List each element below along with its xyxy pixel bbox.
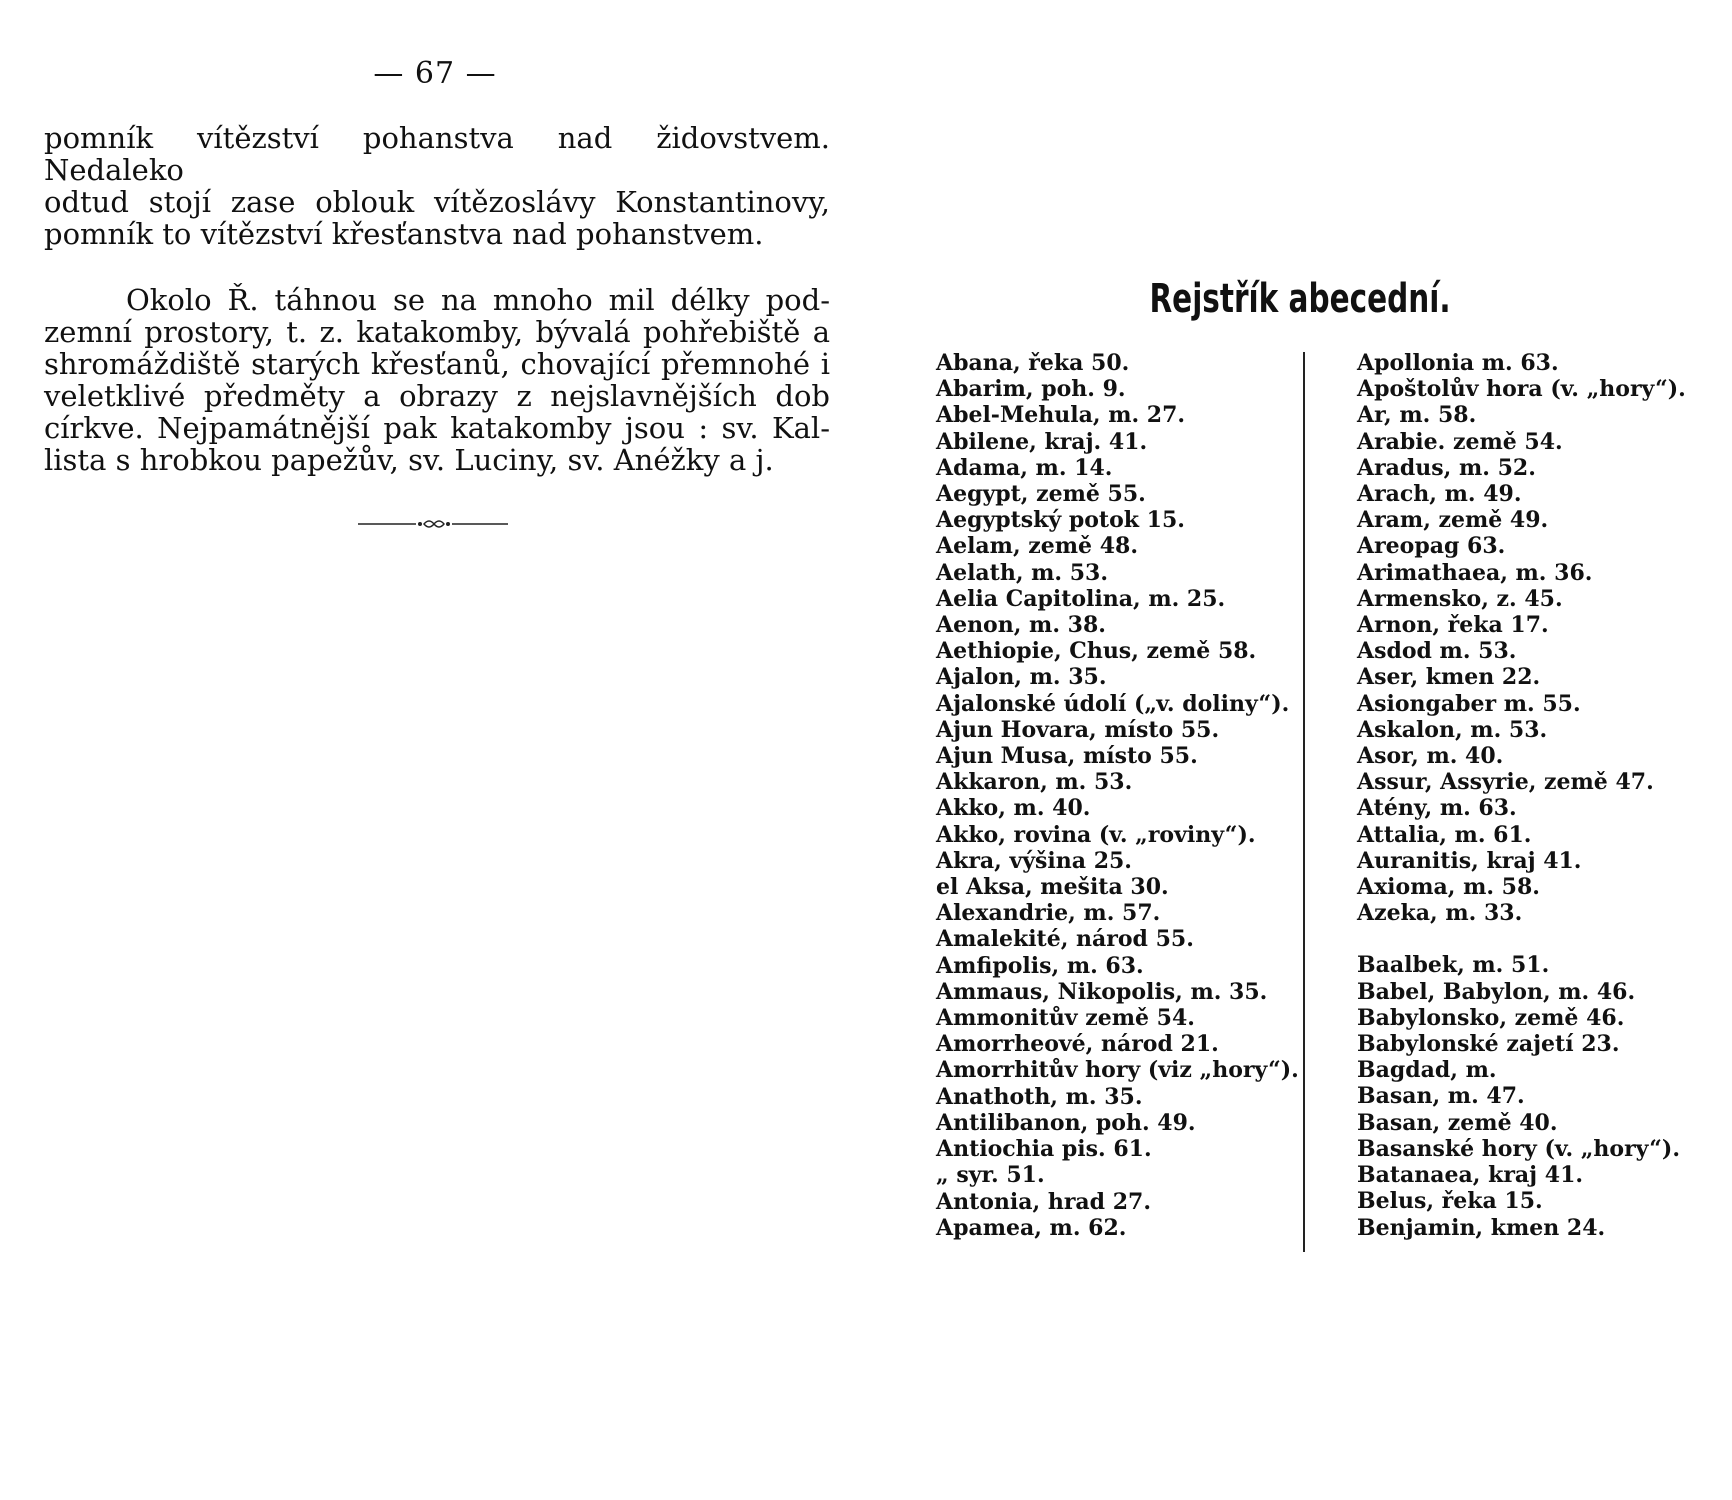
index-entry: Belus, řeka 15. xyxy=(1357,1188,1543,1215)
index-entry: Apoštolův hora (v. „hory“). xyxy=(1357,376,1686,403)
index-entry: Basan, země 40. xyxy=(1357,1109,1558,1136)
index-entry: Arach, m. 49. xyxy=(1357,481,1522,508)
index-entry: Apamea, m. 62. xyxy=(936,1214,1127,1241)
index-entry: Basanské hory (v. „hory“). xyxy=(1357,1135,1680,1162)
index-entry: Abel-Mehula, m. 27. xyxy=(936,402,1186,429)
index-entry: Anathoth, m. 35. xyxy=(936,1083,1143,1110)
index-entry: Baalbek, m. 51. xyxy=(1357,952,1550,979)
paragraph-1 xyxy=(44,122,830,250)
index-entry: Asdod m. 53. xyxy=(1357,638,1517,665)
index-entry: Asiongaber m. 55. xyxy=(1357,690,1581,717)
index-entry: Amfipolis, m. 63. xyxy=(936,952,1144,979)
index-entry: Ajun Musa, místo 55. xyxy=(936,743,1198,770)
index-entry: Aram, země 49. xyxy=(1357,507,1549,534)
paragraph-2 xyxy=(44,284,830,476)
index-entry: Batanaea, kraj 41. xyxy=(1357,1162,1584,1189)
index-group-a xyxy=(1357,350,1727,926)
index-entry: Ammonitův země 54. xyxy=(936,1005,1195,1032)
index-entry: Areopag 63. xyxy=(1357,533,1506,560)
index-column-right xyxy=(1357,350,1727,1241)
index-entry: Arimathaea, m. 36. xyxy=(1357,559,1593,586)
index-entry: Antonia, hrad 27. xyxy=(936,1188,1151,1215)
index-entry: Basan, m. 47. xyxy=(1357,1083,1525,1110)
index-entry: Apollonia m. 63. xyxy=(1357,350,1559,376)
index-entry: Atény, m. 63. xyxy=(1357,795,1517,822)
text-line: pomník to vítězství křesťanstva nad pohanstvem. xyxy=(44,217,764,251)
index-entry: Ajun Hovara, místo 55. xyxy=(936,716,1220,743)
index-entry: Akra, výšina 25. xyxy=(936,847,1132,874)
text-line: veletklivé předměty a obrazy z nejslavnějších dob xyxy=(44,379,830,413)
index-entry: Amorrhitův hory (viz „hory“). xyxy=(936,1057,1299,1084)
index-entry: Akkaron, m. 53. xyxy=(936,769,1133,796)
index-entry: Alexandrie, m. 57. xyxy=(936,900,1161,927)
index-entry: Ammaus, Nikopolis, m. 35. xyxy=(936,978,1268,1005)
index-entry: Ajalonské údolí („v. doliny“). xyxy=(936,690,1290,717)
index-entry: Aenon, m. 38. xyxy=(936,612,1106,639)
index-entry: Axioma, m. 58. xyxy=(1357,874,1540,901)
index-entry: Antiochia pis. 61. xyxy=(936,1136,1152,1163)
index-column-left xyxy=(936,350,1299,1241)
index-entry: Askalon, m. 53. xyxy=(1357,716,1548,743)
text-line: Okolo Ř. táhnou se na mnoho mil délky pod- xyxy=(126,283,830,317)
index-entry: Aelath, m. 53. xyxy=(936,559,1109,586)
index-entry: Aradus, m. 52. xyxy=(1357,454,1536,481)
index-entry: Akko, m. 40. xyxy=(936,795,1091,822)
index-entry: Amorrheové, národ 21. xyxy=(936,1031,1219,1058)
index-title: Rejstřík abecední. xyxy=(1149,276,1451,322)
index-entry: Aelam, země 48. xyxy=(936,533,1138,560)
index-entry: Bagdad, m. xyxy=(1357,1057,1497,1084)
index-entry: Ajalon, m. 35. xyxy=(936,664,1107,691)
index-entry: Babylonsko, země 46. xyxy=(1357,1004,1625,1031)
index-entry: Aegyptský potok 15. xyxy=(936,507,1185,534)
index-entry: Abarim, poh. 9. xyxy=(936,376,1126,403)
index-entry: el Aksa, mešita 30. xyxy=(936,874,1169,901)
index-entry: Ar, m. 58. xyxy=(1357,402,1477,429)
index-entry: Aelia Capitolina, m. 25. xyxy=(936,585,1226,612)
text-line: shromáždiště starých křesťanů, chovající přemnohé i xyxy=(44,347,830,381)
index-entry: Azeka, m. 33. xyxy=(1357,900,1523,927)
index-entry: Babylonské zajetí 23. xyxy=(1357,1031,1620,1058)
body-text xyxy=(44,122,830,476)
group-gap xyxy=(1357,926,1727,952)
index-entry: Aethiopie, Chus, země 58. xyxy=(936,638,1257,665)
index-entry: Asor, m. 40. xyxy=(1357,743,1504,770)
index-entry: Aser, kmen 22. xyxy=(1357,664,1541,691)
index-entry: Amalekité, národ 55. xyxy=(936,926,1194,953)
index-entry: Akko, rovina (v. „roviny“). xyxy=(936,821,1256,848)
text-line: církve. Nejpamátnější pak katakomby jsou : sv. Kal- xyxy=(44,411,830,445)
text-line: zemní prostory, t. z. katakomby, bývalá pohřebiště a xyxy=(44,315,830,349)
text-line: lista s hrobkou papežův, sv. Luciny, sv. Anéžky a j. xyxy=(44,443,774,477)
index-entry: Assur, Assyrie, země 47. xyxy=(1357,769,1654,796)
index-entry: Adama, m. 14. xyxy=(936,454,1113,481)
index-entry: Attalia, m. 61. xyxy=(1357,821,1532,848)
column-divider xyxy=(1303,352,1305,1252)
index-entry: „ syr. 51. xyxy=(936,1162,1045,1189)
page-number: — 67 — xyxy=(373,56,497,91)
index-entry: Arnon, řeka 17. xyxy=(1357,612,1549,639)
index-entry: Auranitis, kraj 41. xyxy=(1357,847,1582,874)
text-line: odtud stojí zase oblouk vítězoslávy Konstantinovy, xyxy=(44,185,830,219)
ornament-divider xyxy=(358,518,508,530)
index-entry: Abilene, kraj. 41. xyxy=(936,428,1148,455)
index-entry: Benjamin, kmen 24. xyxy=(1357,1214,1606,1241)
index-entry: Armensko, z. 45. xyxy=(1357,585,1563,612)
index-entry: Aegypt, země 55. xyxy=(936,481,1146,508)
index-entry: Arabie. země 54. xyxy=(1357,428,1563,455)
index-entry: Antilibanon, poh. 49. xyxy=(936,1109,1196,1136)
index-entry: Babel, Babylon, m. 46. xyxy=(1357,978,1636,1005)
index-group-b xyxy=(1357,952,1727,1240)
text-line: pomník vítězství pohanstva nad židovstvem. Nedaleko xyxy=(44,121,830,187)
index-entry: Abana, řeka 50. xyxy=(936,350,1130,376)
